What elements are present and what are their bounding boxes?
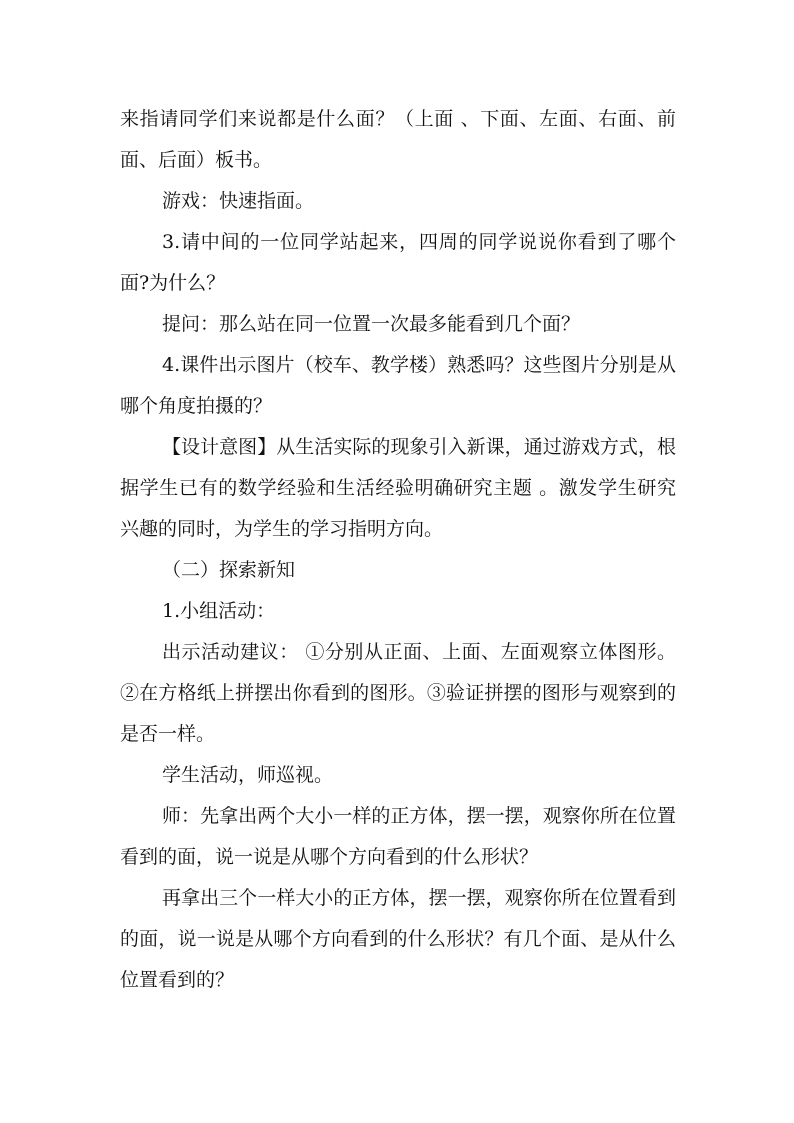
paragraph-question: 提问：那么站在同一位置一次最多能看到几个面？ xyxy=(162,313,581,335)
paragraph-continuation: 来指请同学们来说都是什么面？（上面 、下面、左面、右面、前面、后面）板书。 xyxy=(120,108,676,171)
paragraph-three-cubes: 再拿出三个一样大小的正方体，摆一摆，观察你所在位置看到的面，说一说是从哪个方向看到的什么形状？有几个面、是从什么位置看到的？ xyxy=(120,887,676,991)
paragraph-game: 游戏：快速指面。 xyxy=(162,190,315,212)
paragraph-group-activity: 1.小组活动： xyxy=(162,600,276,622)
paragraph-activity-suggestions: 出示活动建议： ①分别从正面、上面、左面观察立体图形。 ②在方格纸上拼摆出你看到的图形。③验证拼摆的图形与观察到的是否一样。 xyxy=(120,641,676,745)
section-heading-explore: （二）探索新知 xyxy=(162,559,296,581)
paragraph-teacher-two-cubes: 师：先拿出两个大小一样的正方体，摆一摆，观察你所在位置看到的面，说一说是从哪个方向看到的什么形状？ xyxy=(120,805,676,868)
paragraph-student-activity: 学生活动，师巡视。 xyxy=(162,764,334,786)
paragraph-design-intent: 【设计意图】从生活实际的现象引入新课，通过游戏方式，根据学生已有的数学经验和生活经验明确研究主题 。激发学生研究兴趣的同时，为学生的学习指明方向。 xyxy=(120,436,676,540)
paragraph-step-3: 3.请中间的一位同学站起来，四周的同学说说你看到了哪个面?为什么？ xyxy=(120,231,676,294)
paragraph-step-4: 4.课件出示图片（校车、教学楼）熟悉吗？这些图片分别是从哪个角度拍摄的？ xyxy=(120,354,676,417)
